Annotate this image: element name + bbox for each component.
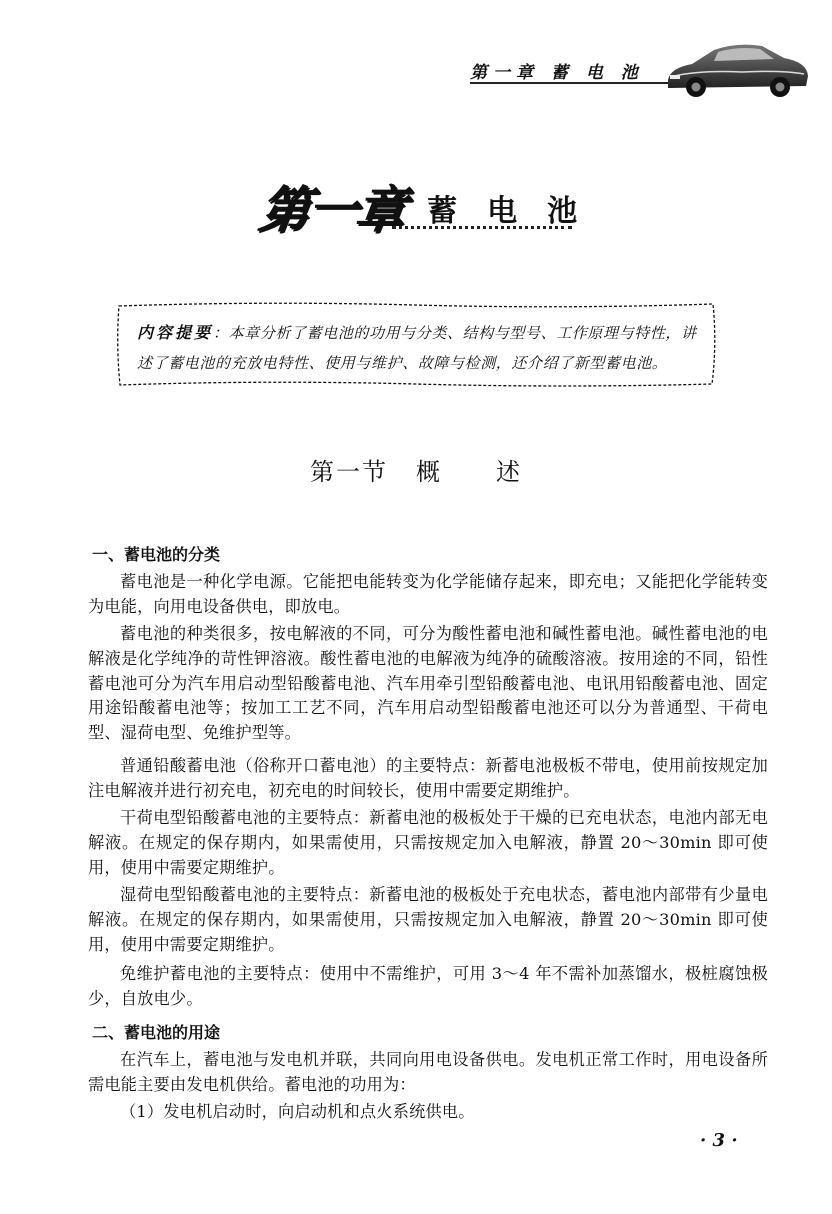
chapter-name: 蓄电池 bbox=[427, 194, 608, 229]
paragraph: （1）发电机启动时，向启动机和点火系统供电。 bbox=[120, 1102, 475, 1121]
subheading-usage: 二、蓄电池的用途 bbox=[92, 1023, 221, 1042]
paragraph: 普通铅酸蓄电池（俗称开口蓄电池）的主要特点：新蓄电池极板不带电，使用前按规定加注电解液并进行初充电，初充电的时间较长，使用中需要定期维护。 bbox=[88, 756, 768, 800]
paragraph: 湿荷电型铅酸蓄电池的主要特点：新蓄电池的极板处于充电状态，蓄电池内部带有少量电解液。在规定的保存期内，如果需使用，只需按规定加入电解液，静置 20～30min 即可使用，使用中需要定期维护。 bbox=[88, 885, 768, 954]
abstract-body: ：本章分析了蓄电池的功用与分类、结构与型号、工作原理与特性，讲述了蓄电池的充放电特性、使用与维护、故障与检测，还介绍了新型蓄电池。 bbox=[137, 324, 697, 372]
paragraph: 在汽车上，蓄电池与发电机并联，共同向用电设备供电。发电机正常工作时，用电设备所需电能主要由发电机供给。蓄电池的功用为： bbox=[88, 1050, 768, 1094]
section-heading bbox=[0, 452, 832, 487]
chapter-title bbox=[255, 170, 608, 240]
section-number: 第一节 bbox=[310, 458, 388, 486]
abstract-label: 内容提要 bbox=[137, 323, 214, 342]
chapter-number: 第一章 bbox=[255, 180, 408, 239]
page-number: · 3 · bbox=[700, 1130, 738, 1151]
chapter-underline bbox=[392, 226, 572, 229]
car-icon bbox=[662, 30, 812, 105]
header-rule bbox=[470, 82, 670, 84]
section-title-word-1: 概 bbox=[416, 458, 442, 486]
abstract-text bbox=[137, 318, 709, 378]
section-title-word-2: 述 bbox=[496, 458, 522, 486]
paragraph: 免维护蓄电池的主要特点：使用中不需维护，可用 3～4 年不需补加蒸馏水，极桩腐蚀极少，自放电少。 bbox=[88, 964, 768, 1008]
subheading-classification: 一、蓄电池的分类 bbox=[92, 545, 221, 564]
paragraph: 干荷电型铅酸蓄电池的主要特点：新蓄电池的极板处于干燥的已充电状态，电池内部无电解液。在规定的保存期内，如果需使用，只需按规定加入电解液，静置 20～30min 即可使用，使用中需要定期维护。 bbox=[88, 808, 768, 877]
paragraph: 蓄电池是一种化学电源。它能把电能转变为化学能储存起来，即充电；又能把化学能转变为电能，向用电设备供电，即放电。 bbox=[88, 572, 768, 616]
abstract-box bbox=[115, 300, 717, 388]
paragraph: 蓄电池的种类很多，按电解液的不同，可分为酸性蓄电池和碱性蓄电池。碱性蓄电池的电解液是化学纯净的苛性钾溶液。酸性蓄电池的电解液为纯净的硫酸溶液。按用途的不同，铅性蓄电池可分为汽车用启动型铅酸蓄电池、汽车用牵引型铅酸蓄电池、电讯用铅酸蓄电池、固定用途铅酸蓄电池等；按加工工艺不同，汽车用启动型铅酸蓄电池还可以分为普通型、干荷电型、湿荷电型、免维护型等。 bbox=[88, 624, 768, 743]
running-header: 第一章 蓄 电 池 bbox=[470, 63, 644, 83]
